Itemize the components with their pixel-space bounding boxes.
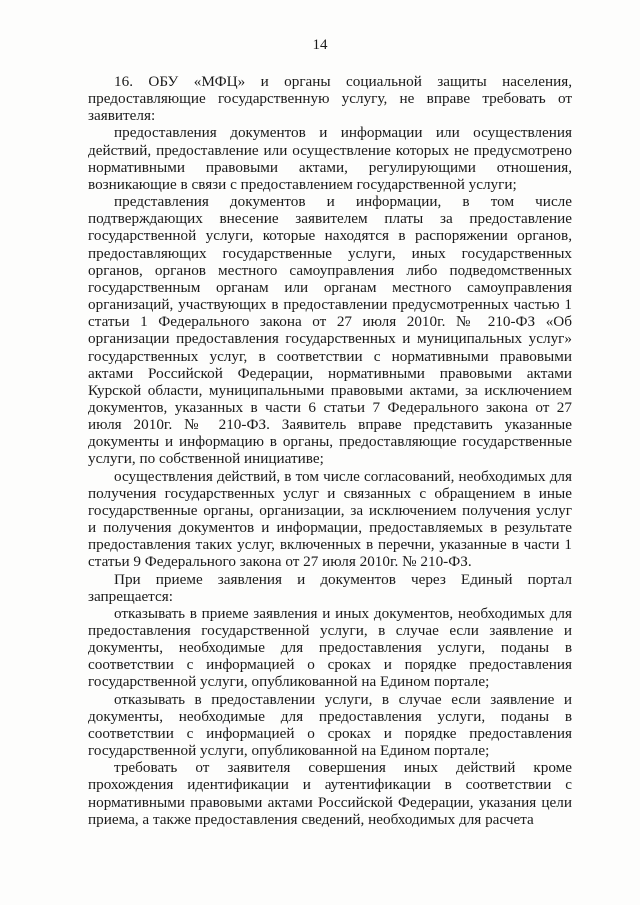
document-body [88,73,572,828]
paragraph-portal-refuse-acceptance: отказывать в приеме заявления и иных документов, необходимых для предоставления государственной услуги, в случае если заявление и документы, необходимые для предоставления услуги, поданы в соответствии с информацией о сроках и порядке предоставления государственной услуги, опубликованной на Едином портале; [88,604,572,691]
paragraph-prohibition-actions: предоставления документов и информации или осуществления действий, предоставление или осуществление которых не предусмотрено нормативными правовыми актами, регулирующими отношения, возникающие в связи с предоставлением государственной услуги; [88,124,572,193]
paragraph-item-16-heading: 16. ОБУ «МФЦ» и органы социальной защиты населения, предоставляющие государственную услугу, не вправе требовать от заявителя: [88,73,572,125]
page-number: 14 [312,37,328,53]
paragraph-prohibition-approvals: осуществления действий, в том числе согласований, необходимых для получения государственных услуг и связанных с обращением в иные государственные органы, организации, за исключением получения услуг и получения документов и информации, предоставляемых в результате предоставления таких услуг, включенных в перечни, указанные в части 1 статьи 9 Федерального закона от 27 июля 2010г. № 210-ФЗ. [88,467,572,571]
paragraph-portal-refuse-service: отказывать в предоставлении услуги, в случае если заявление и документы, необходимые для предоставления услуги, поданы в соответствии с информацией о сроках и порядке предоставления государственной услуги, опубликованной на Едином портале; [88,690,572,760]
paragraph-portal-require-actions: требовать от заявителя совершения иных действий кроме прохождения идентификации и аутентификации в соответствии с нормативными правовыми актами Российской Федерации, указания цели приема, а также предоставления сведений, необходимых для расчета [88,759,572,828]
paragraph-prohibition-documents: представления документов и информации, в том числе подтверждающих внесение заявителем платы за предоставление государственной услуги, которые находятся в распоряжении органов, предоставляющих государственные услуги, иных государственных органов, органов местного самоуправления либо подведомственных государственным органам или органам местного самоуправления организаций, участвующих в предоставлении предусмотренных частью 1 статьи 1 Федерального закона от 27 июля 2010г. № 210-ФЗ «Об организации предоставления государственных и муниципальных услуг» государственных услуг, в соответствии с нормативными правовыми актами Российской Федерации, нормативными правовыми актами Курской области, муниципальными правовыми актами, за исключением документов, указанных в части 6 статьи 7 Федерального закона от 27 июля 2010г. № 210-ФЗ. Заявитель вправе представить указанные документы и информацию в органы, предоставляющие государственные услуги, по собственной инициативе; [88,193,572,468]
paragraph-portal-intro: При приеме заявления и документов через Единый портал запрещается: [88,570,572,605]
